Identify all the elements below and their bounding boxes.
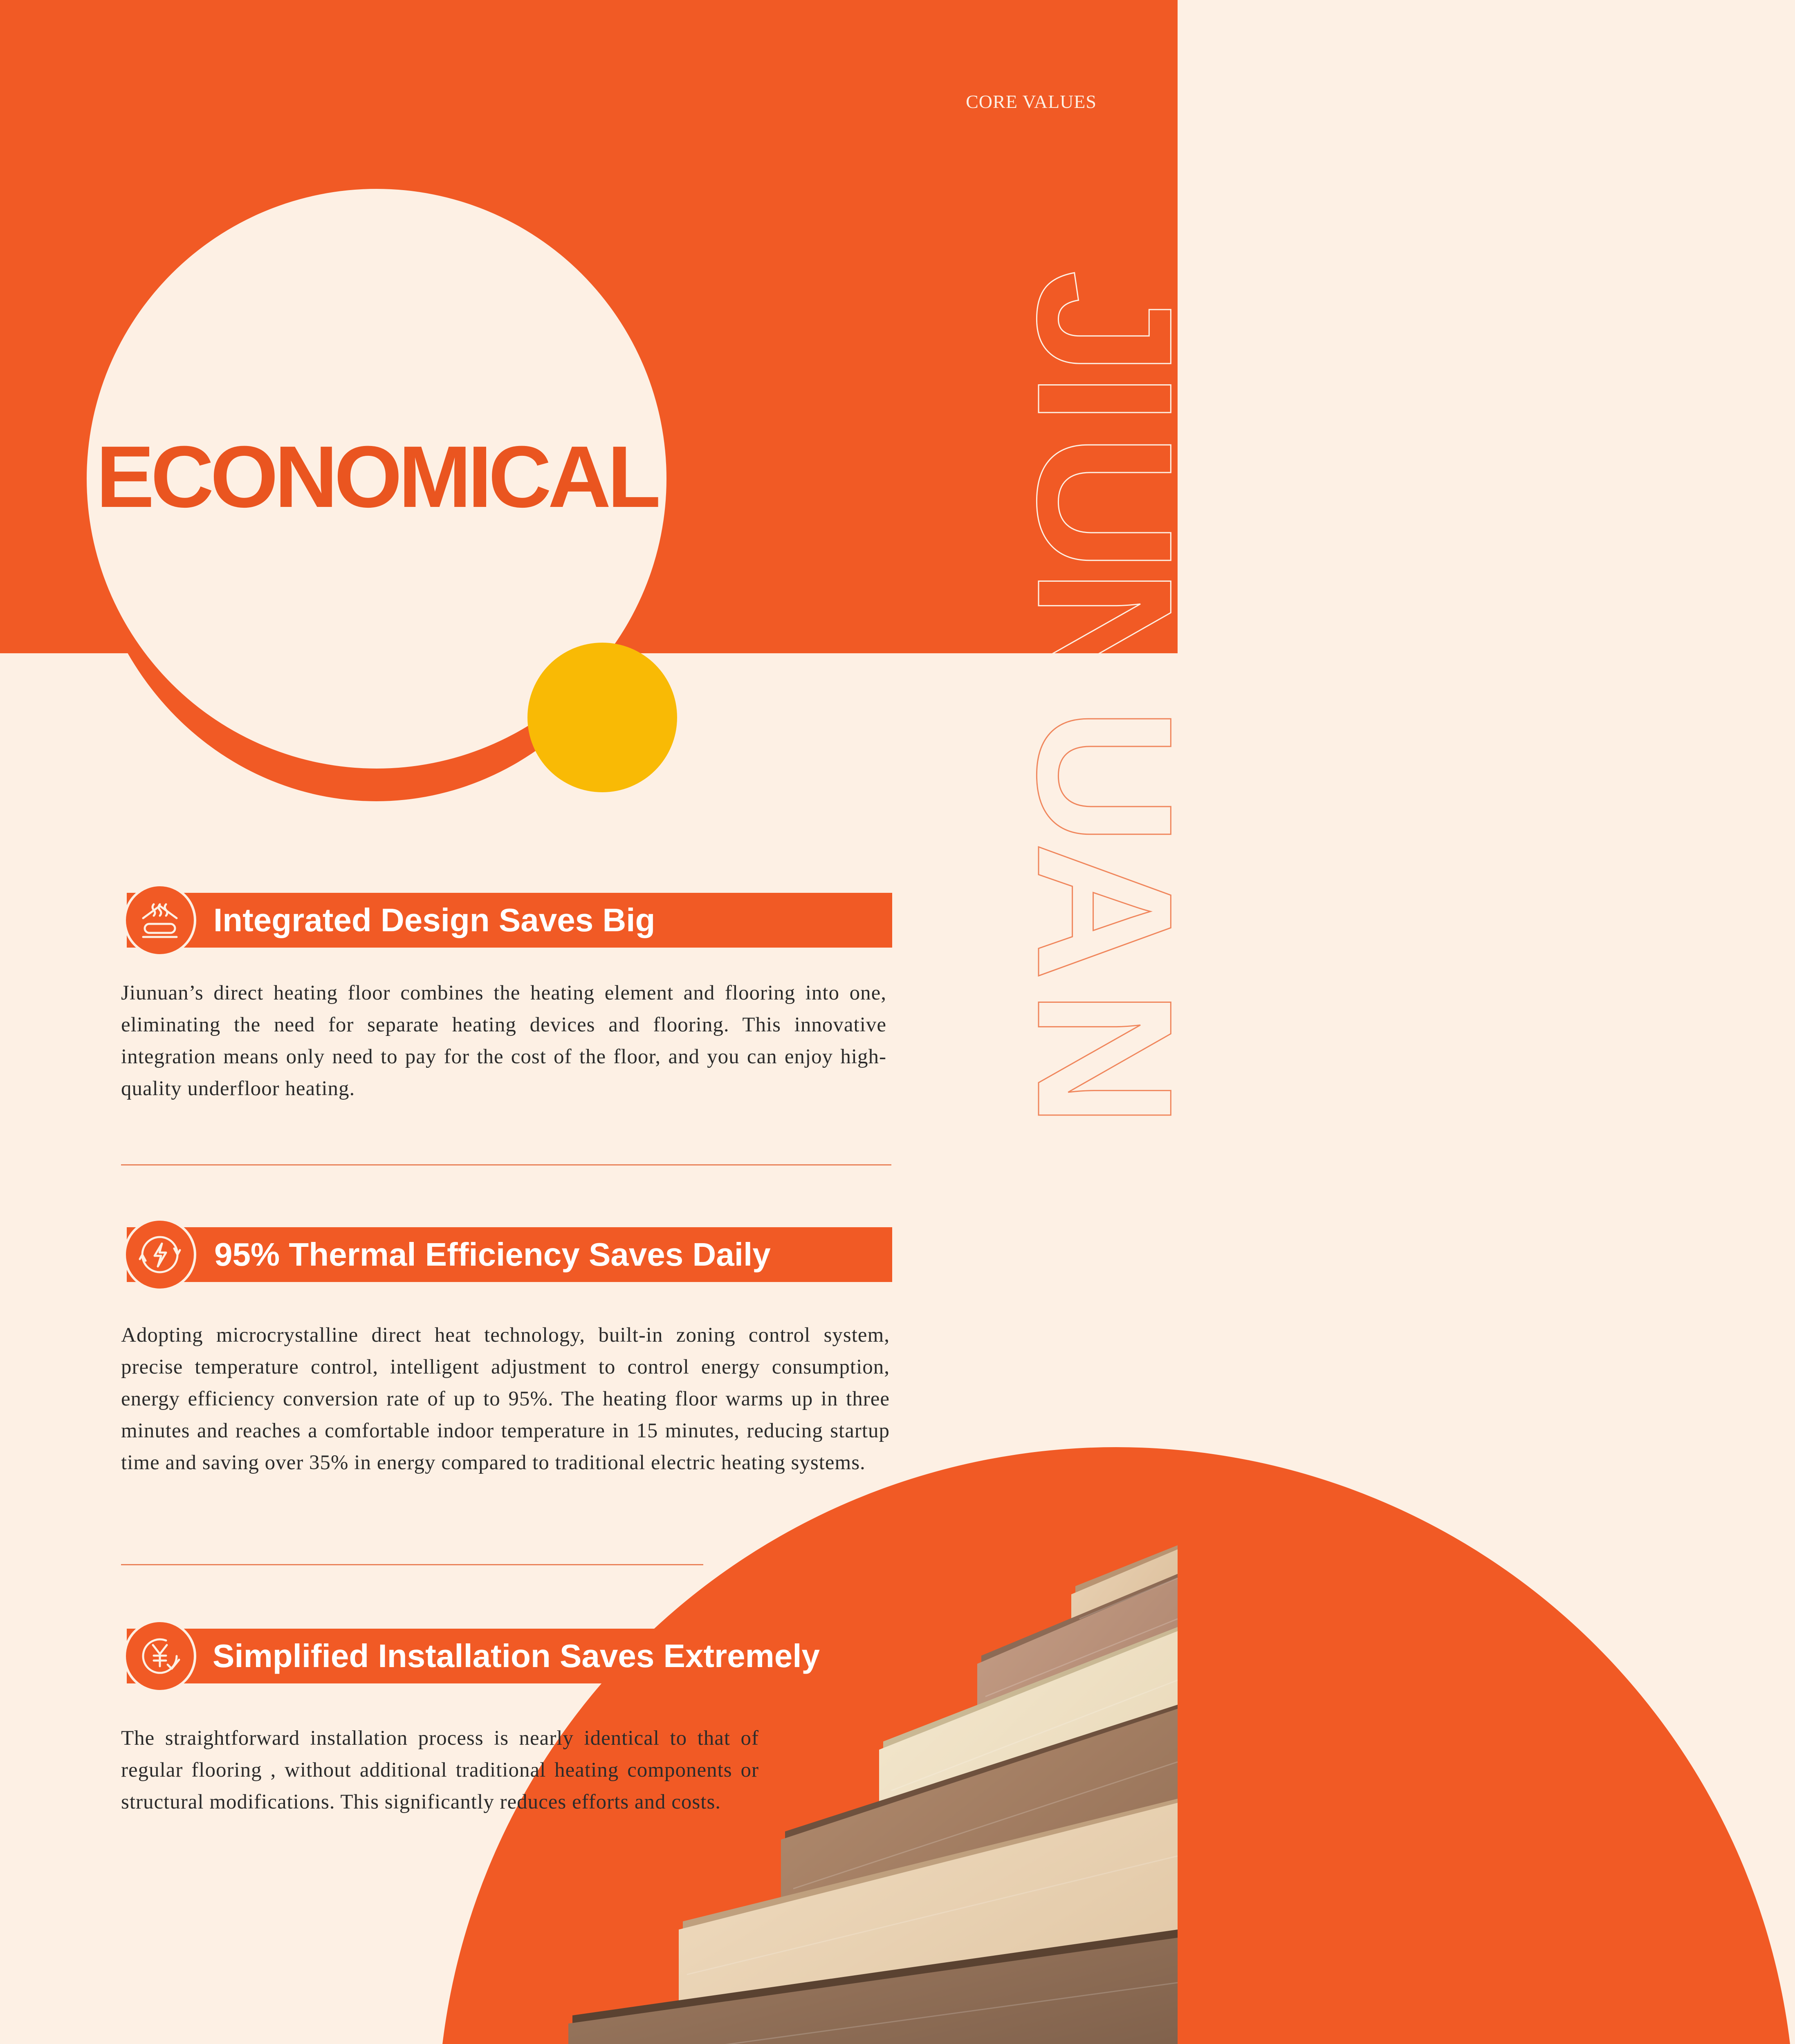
section-integrated-design: [121, 879, 892, 1108]
yellow-accent-dot: [527, 643, 677, 792]
brand-letter-n-6: N: [998, 989, 1212, 1128]
section-simplified-installation: [121, 1615, 892, 1868]
heated-floor-icon: [123, 884, 196, 957]
yuan-savings-icon: [123, 1620, 196, 1692]
brand-letter-u-2: U: [998, 433, 1212, 572]
brand-letter-n-3: N: [998, 568, 1212, 707]
brand-letter-j-0: J: [998, 270, 1212, 377]
brand-outline-lettering: [998, 262, 1212, 1284]
brand-letter-i-1: I: [998, 372, 1212, 426]
section-title: Integrated Design Saves Big: [213, 902, 655, 938]
section-title: Simplified Installation Saves Extremely: [213, 1638, 820, 1674]
core-values-label: CORE VALUES: [966, 91, 1097, 112]
hero-title: ECONOMICAL: [96, 428, 657, 526]
divider-1: [121, 1164, 891, 1165]
brand-letter-u-4: U: [998, 707, 1212, 846]
section-body: The straightforward installation process is nearly identical to that of regular flooring , without additional traditional heating components or structural modifications. This significantly reduces efforts and costs.: [121, 1727, 759, 1813]
brand-letter-a-5: A: [998, 842, 1212, 981]
section-body: Adopting microcrystalline direct heat technology, built-in zoning control system, precise temperature control, intelligent adjustment to control energy consumption, energy efficiency conversion rate of up to 95%. The heating floor warms up in three minutes and reaches a comfortable indoor temperature in 15 minutes, reducing startup time and saving over 35% in energy compared to traditional electric heating systems.: [121, 1324, 890, 1474]
section-thermal-efficiency: [121, 1213, 892, 1508]
section-body: Jiunuan’s direct heating floor combines the heating element and flooring into one, eliminating the need for separate heating devices and flooring. This innovative integration means only need to pay for the cost of the floor, and you can enjoy high-quality underfloor heating.: [121, 982, 886, 1100]
energy-bolt-icon: [123, 1218, 196, 1291]
section-title: 95% Thermal Efficiency Saves Daily: [214, 1236, 771, 1273]
divider-2: [121, 1564, 703, 1565]
